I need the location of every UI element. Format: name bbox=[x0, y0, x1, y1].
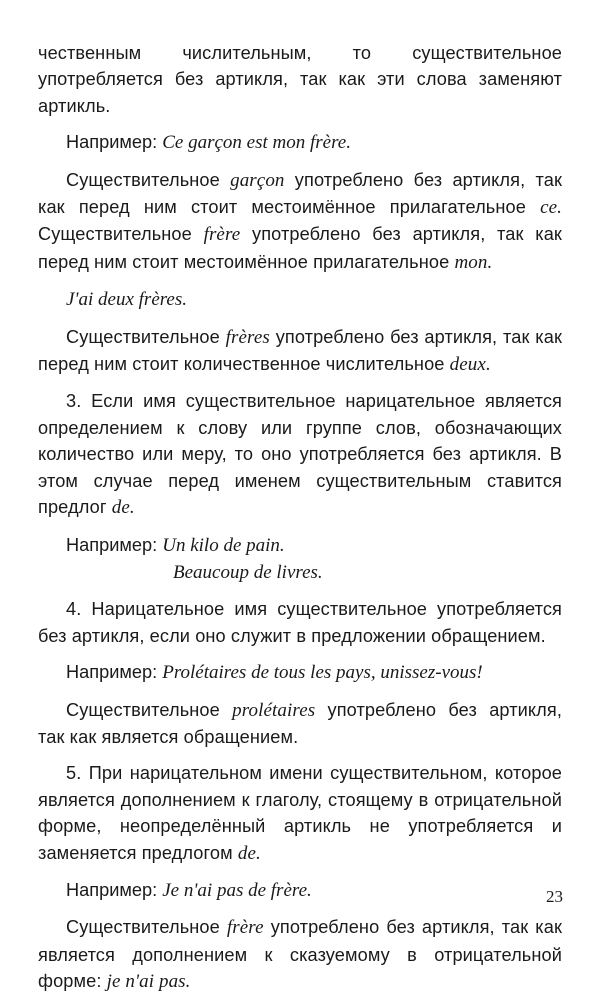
paragraph: Существительное frères употреблено без артикля, так как перед ним стоит количественное числительное deux. bbox=[38, 326, 563, 376]
paragraph: Существительное frère употреблено без артикля, так как является дополнением к сказуемому в отрицательной форме: je n'ai pas. bbox=[38, 917, 563, 993]
example-line: Например: Je n'ai pas de frère. bbox=[66, 879, 312, 901]
paragraph: 4. Нарицательное имя существительное употребляется без артикля, если оно служит в предложении обращением. bbox=[38, 599, 562, 646]
page-number: 23 bbox=[546, 887, 563, 906]
paragraph: Существительное prolétaires употреблено без артикля, так как является обращением. bbox=[38, 699, 563, 747]
example-line: Например: Ce garçon est mon frère. bbox=[66, 132, 351, 154]
example-line: Например: Prolétaires de tous les pays, unissez-vous! bbox=[66, 662, 483, 684]
paragraph: 3. Если имя существительное нарицательное является определением к слову или группе слов, обозначающих количество или меру, то оно употребляется без артикля. В этом случае перед именем существительным ставится предлог de. bbox=[38, 391, 562, 519]
example-line: J'ai deux frères. bbox=[66, 289, 188, 311]
page-body bbox=[38, 40, 562, 1006]
paragraph: Существительное garçon употреблено без артикля, так как перед ним стоит местоимённое прилагательное ce. Существительное frère употреблено без артикля, так как перед ним стоит местоимённое прилагательное mon. bbox=[38, 169, 562, 273]
example-line: Например: Un kilo de pain. bbox=[66, 534, 285, 556]
paragraph: чественным числительным, то существительное употребляется без артикля, так как эти слова заменяют артикль. bbox=[38, 43, 562, 116]
example-line: Beaucoup de livres. bbox=[173, 561, 323, 583]
paragraph: 5. При нарицательном имени существительном, которое является дополнением к глаголу, стоящему в отрицательной форме, неопределённый артикль не употребляется и заменяется предлогом de. bbox=[38, 763, 562, 864]
